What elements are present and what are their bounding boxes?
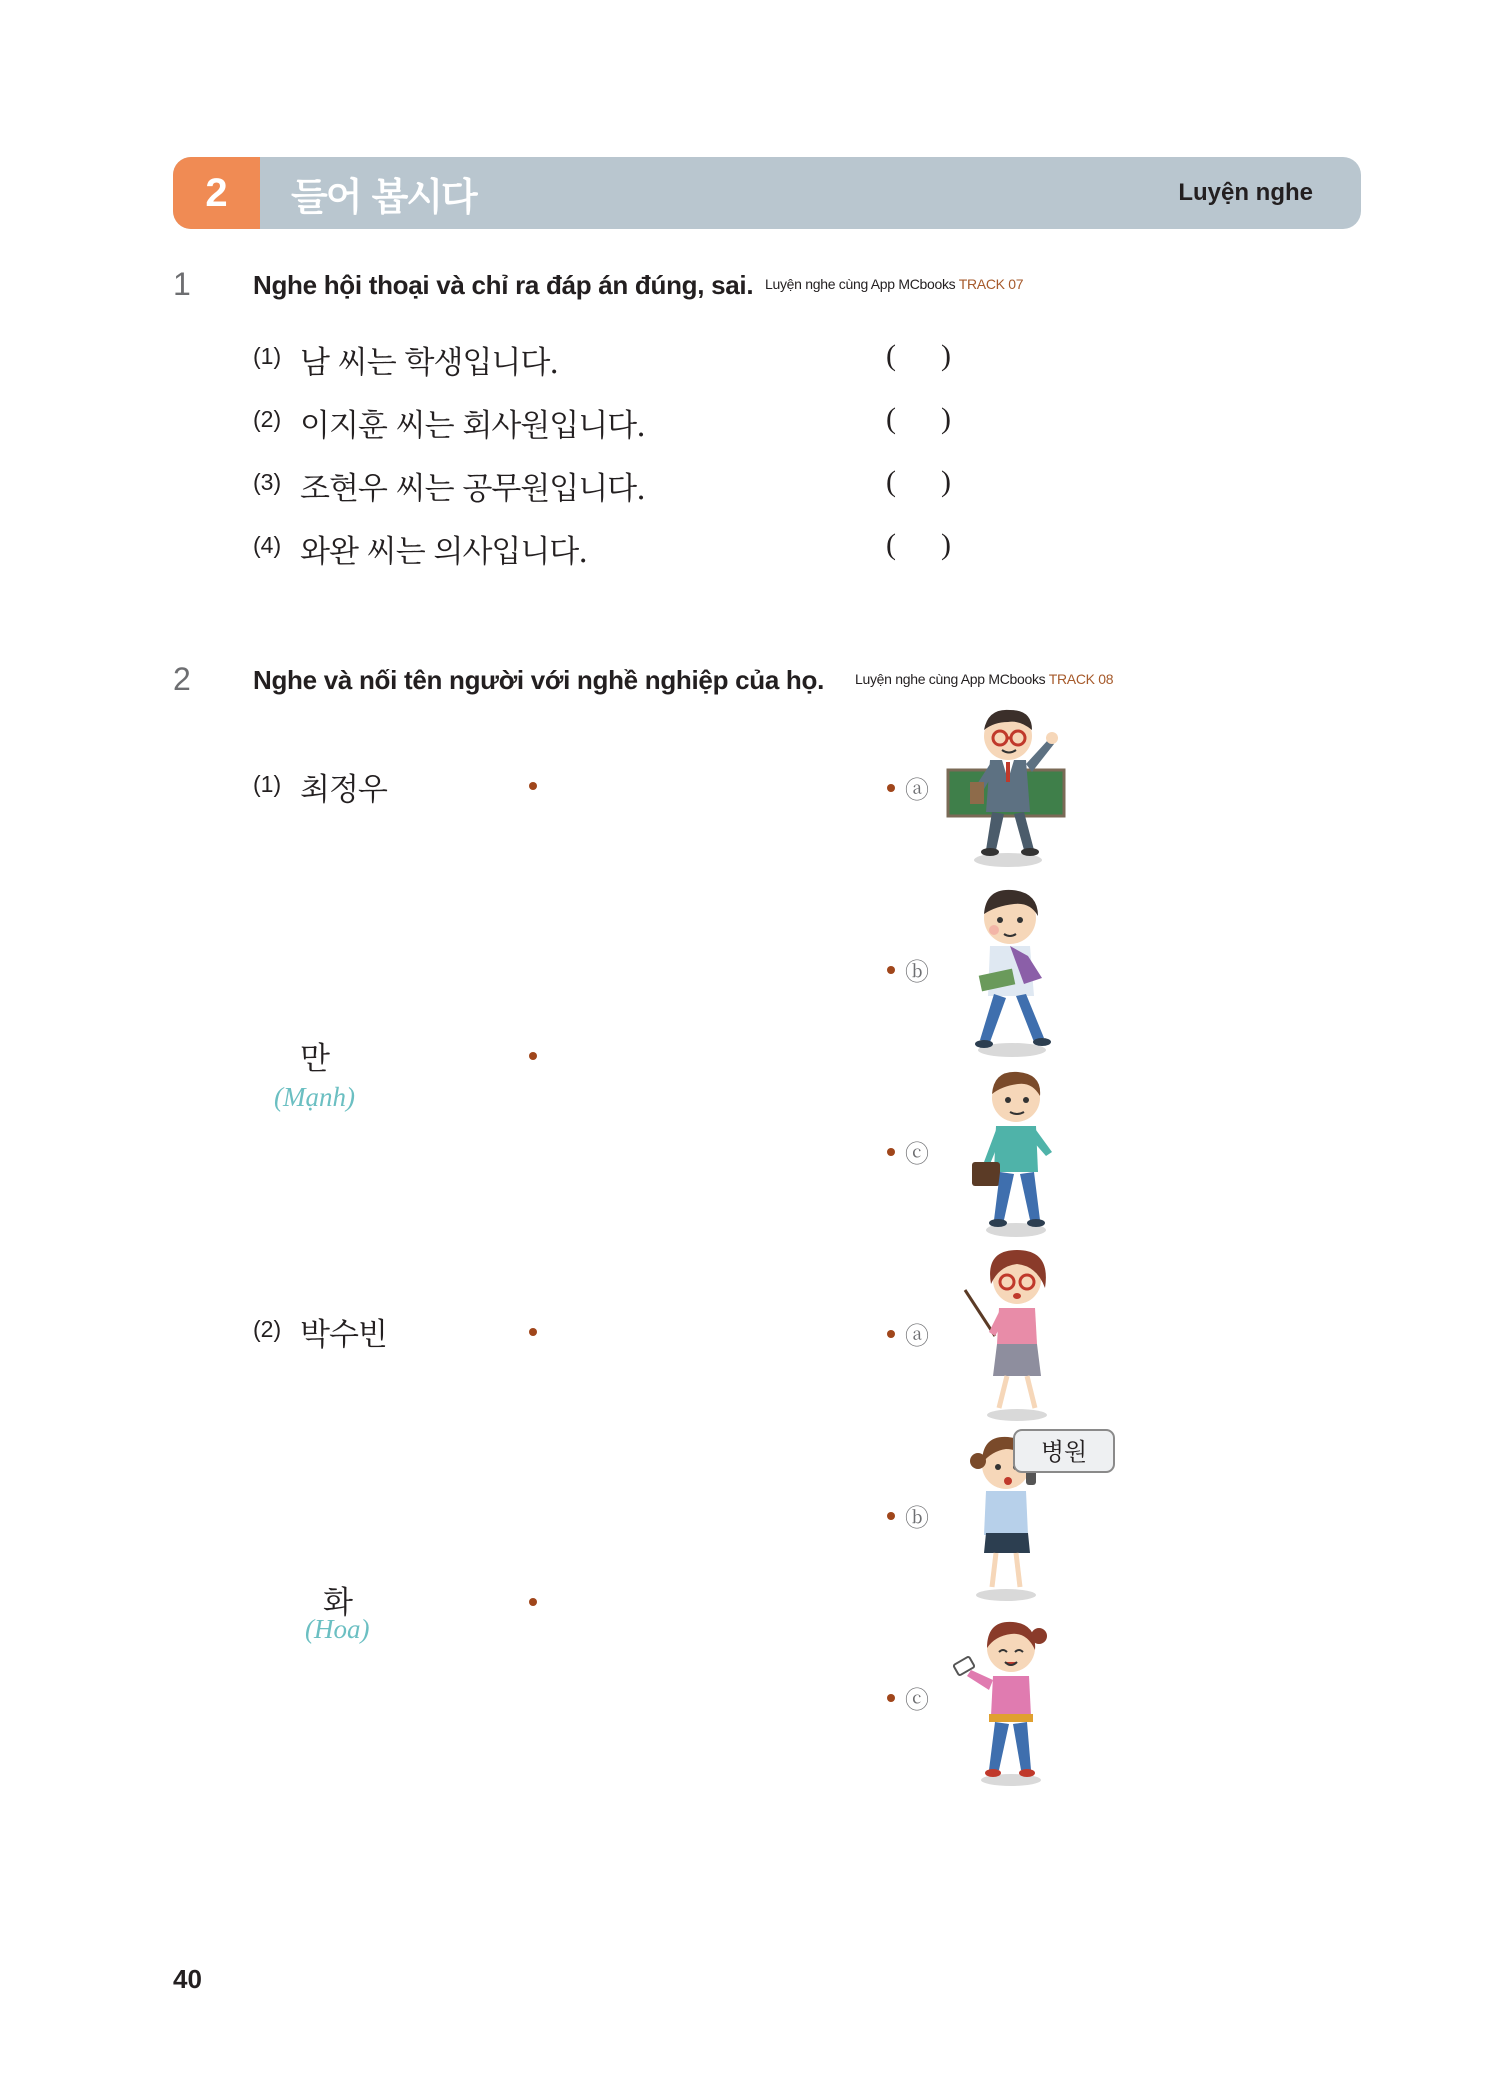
- option-label: ⓐ: [905, 1322, 929, 1350]
- item-text: 이지훈 씨는 회사원입니다.: [300, 408, 645, 444]
- option-label: ⓒ: [905, 1140, 929, 1168]
- exercise-1-track: [765, 276, 1023, 292]
- exercise-2-track: [855, 671, 1113, 687]
- item-text: 와완 씨는 의사입니다.: [300, 534, 588, 570]
- list-item: [253, 337, 1013, 381]
- answer-blank[interactable]: ( ): [886, 402, 951, 435]
- woman-phone-illustration: [945, 1610, 1075, 1790]
- section-header: [173, 157, 1361, 229]
- list-item: [253, 463, 1013, 507]
- list-item: [253, 400, 1013, 444]
- item-text: 남 씨는 학생입니다.: [300, 345, 559, 381]
- person-name: 만: [300, 1041, 329, 1077]
- option-label: ⓒ: [905, 1686, 929, 1714]
- match-dot[interactable]: [529, 1052, 537, 1060]
- section-number: 2: [173, 157, 260, 229]
- exercise-2-number: 2: [173, 661, 191, 697]
- teacher-woman-illustration: [955, 1240, 1075, 1425]
- track-label: TRACK 07: [958, 276, 1024, 292]
- track-label: TRACK 08: [1048, 671, 1114, 687]
- page-number: 40: [173, 1964, 202, 1994]
- option-label: ⓑ: [905, 958, 929, 986]
- office-worker-man-illustration: [960, 1060, 1070, 1240]
- option-label: ⓐ: [905, 776, 929, 804]
- group-2-number: (2): [253, 1316, 282, 1342]
- teacher-man-illustration: [940, 700, 1070, 870]
- item-text: 조현우 씨는 공무원입니다.: [300, 471, 645, 507]
- exercise-1-instruction: Nghe hội thoại và chỉ ra đáp án đúng, sai.: [253, 270, 754, 300]
- track-prefix: Luyện nghe cùng App MCbooks: [765, 276, 956, 292]
- item-number: (2): [253, 406, 282, 432]
- group-1-number: (1): [253, 771, 282, 797]
- match-dot[interactable]: [887, 966, 895, 974]
- section-label: Luyện nghe: [1178, 179, 1313, 206]
- item-number: (4): [253, 532, 282, 558]
- match-dot[interactable]: [887, 1694, 895, 1702]
- person-name: 박수빈: [300, 1317, 387, 1353]
- item-number: (1): [253, 343, 282, 369]
- match-dot[interactable]: [887, 1330, 895, 1338]
- section-title: 들어 봅시다: [291, 174, 476, 219]
- match-dot[interactable]: [887, 784, 895, 792]
- speech-bubble-text: 병원: [1040, 1438, 1088, 1466]
- answer-blank[interactable]: ( ): [886, 339, 951, 372]
- student-man-illustration: [950, 880, 1070, 1060]
- answer-blank[interactable]: ( ): [886, 528, 951, 561]
- person-name: 최정우: [300, 772, 387, 808]
- nurse-woman-illustration: [950, 1425, 1120, 1605]
- person-name-vietnamese: (Mạnh): [274, 1082, 355, 1112]
- match-dot[interactable]: [529, 1328, 537, 1336]
- match-dot[interactable]: [887, 1512, 895, 1520]
- answer-blank[interactable]: ( ): [886, 465, 951, 498]
- match-dot[interactable]: [887, 1148, 895, 1156]
- person-name: 화: [323, 1585, 352, 1621]
- exercise-2-instruction: Nghe và nối tên người với nghề nghiệp của họ.: [253, 665, 824, 695]
- track-prefix: Luyện nghe cùng App MCbooks: [855, 671, 1046, 687]
- exercise-1-number: 1: [173, 266, 191, 302]
- match-dot[interactable]: [529, 782, 537, 790]
- list-item: [253, 526, 1013, 570]
- item-number: (3): [253, 469, 282, 495]
- match-dot[interactable]: [529, 1598, 537, 1606]
- person-name-vietnamese: (Hoa): [305, 1614, 370, 1644]
- option-label: ⓑ: [905, 1504, 929, 1532]
